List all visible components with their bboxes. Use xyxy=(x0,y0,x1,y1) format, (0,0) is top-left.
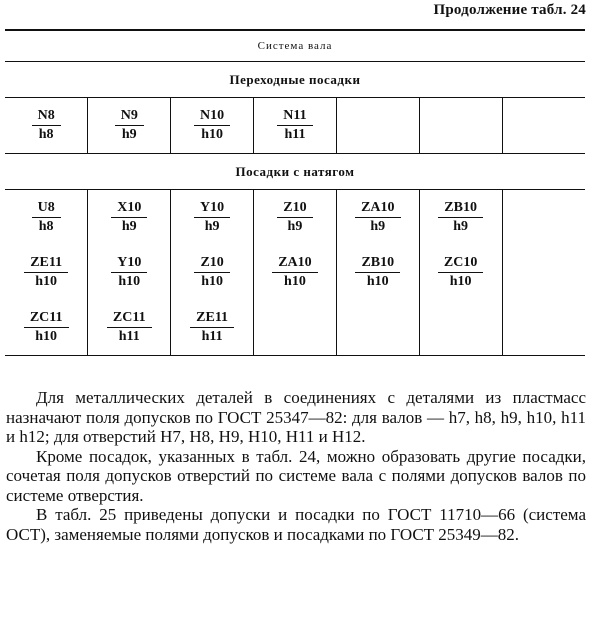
shaft-tolerance: h10 xyxy=(284,274,306,289)
paragraph: В табл. 25 приведены допуски и посадки по ГОСТ 11710—66 (система ОСТ), заменяемые полями допусков и посадками по ГОСТ 25349—82. xyxy=(6,505,586,544)
hole-tolerance: ZA10 xyxy=(355,200,400,218)
fit-cell xyxy=(419,190,502,246)
shaft-tolerance: h10 xyxy=(35,329,58,344)
shaft-tolerance: h9 xyxy=(370,219,386,234)
fit-fraction xyxy=(355,200,400,235)
table-row xyxy=(5,190,585,246)
fit-fraction xyxy=(194,108,230,143)
hole-tolerance: X10 xyxy=(111,200,147,218)
fit-cell xyxy=(88,245,171,300)
shaft-tolerance: h11 xyxy=(118,329,140,344)
fit-cell xyxy=(502,190,585,246)
shaft-tolerance: h9 xyxy=(453,219,469,234)
shaft-tolerance: h10 xyxy=(201,274,223,289)
fit-fraction xyxy=(32,200,61,235)
fits-table xyxy=(5,29,585,356)
fit-fraction xyxy=(277,200,312,235)
section-header-row xyxy=(5,154,585,190)
fit-cell xyxy=(502,300,585,356)
body-text xyxy=(6,388,586,544)
hole-tolerance: Y10 xyxy=(111,255,147,273)
hole-tolerance: Z10 xyxy=(277,200,312,218)
fit-cell xyxy=(336,245,419,300)
fit-fraction xyxy=(24,255,68,290)
fit-cell xyxy=(5,245,88,300)
fit-cell xyxy=(88,300,171,356)
fit-cell xyxy=(419,98,502,154)
section-title: Переходные посадки xyxy=(5,62,585,98)
hole-tolerance: N9 xyxy=(115,108,144,126)
shaft-tolerance: h10 xyxy=(201,127,223,142)
shaft-tolerance: h8 xyxy=(38,127,54,142)
fit-cell xyxy=(171,98,254,154)
fit-cell xyxy=(254,190,337,246)
fit-cell xyxy=(419,245,502,300)
shaft-tolerance: h11 xyxy=(284,127,306,142)
hole-tolerance: ZC11 xyxy=(107,310,152,328)
fit-fraction xyxy=(24,310,69,345)
hole-tolerance: ZB10 xyxy=(438,200,483,218)
hole-tolerance: N11 xyxy=(277,108,312,126)
paragraph: Кроме посадок, указанных в табл. 24, можно образовать другие посадки, сочетая поля допусков отверстий по системе вала с полями допусков валов по системе отверстия. xyxy=(6,446,586,505)
shaft-tolerance: h9 xyxy=(121,127,137,142)
hole-tolerance: Z10 xyxy=(194,255,229,273)
shaft-tolerance: h9 xyxy=(287,219,303,234)
fit-fraction xyxy=(111,255,147,290)
shaft-tolerance: h10 xyxy=(366,274,389,289)
fit-cell xyxy=(336,190,419,246)
fit-fraction xyxy=(194,200,230,235)
hole-tolerance: ZC11 xyxy=(24,310,69,328)
hole-tolerance: N8 xyxy=(32,108,61,126)
table-continuation-label: Продолжение табл. 24 xyxy=(433,2,586,18)
fit-cell xyxy=(171,300,254,356)
shaft-tolerance: h9 xyxy=(121,219,137,234)
fit-fraction xyxy=(115,108,144,143)
fit-cell xyxy=(254,245,337,300)
fit-cell xyxy=(5,98,88,154)
hole-tolerance: ZB10 xyxy=(355,255,400,273)
hole-tolerance: ZE11 xyxy=(190,310,234,328)
fit-cell xyxy=(336,300,419,356)
system-header-row xyxy=(5,30,585,62)
hole-tolerance: ZA10 xyxy=(272,255,317,273)
fit-fraction xyxy=(277,108,312,143)
fit-fraction xyxy=(107,310,152,345)
system-header: Система вала xyxy=(5,30,585,62)
shaft-tolerance: h10 xyxy=(449,274,472,289)
fit-fraction xyxy=(194,255,229,290)
hole-tolerance: ZC10 xyxy=(438,255,483,273)
hole-tolerance: Y10 xyxy=(194,200,230,218)
shaft-tolerance: h11 xyxy=(201,329,223,344)
fit-cell xyxy=(5,190,88,246)
fit-cell xyxy=(171,245,254,300)
table-row xyxy=(5,300,585,356)
fit-fraction xyxy=(111,200,147,235)
table-row xyxy=(5,245,585,300)
fit-fraction xyxy=(355,255,400,290)
fit-fraction xyxy=(272,255,317,290)
fit-cell xyxy=(502,98,585,154)
section-title: Посадки с натягом xyxy=(5,154,585,190)
fit-fraction xyxy=(190,310,234,345)
table-row xyxy=(5,98,585,154)
fit-cell xyxy=(5,300,88,356)
hole-tolerance: ZE11 xyxy=(24,255,68,273)
fit-fraction xyxy=(438,255,483,290)
section-header-row xyxy=(5,62,585,98)
hole-tolerance: N10 xyxy=(194,108,230,126)
fit-cell xyxy=(336,98,419,154)
shaft-tolerance: h10 xyxy=(35,274,58,289)
fit-cell xyxy=(254,300,337,356)
shaft-tolerance: h10 xyxy=(118,274,141,289)
shaft-tolerance: h9 xyxy=(204,219,220,234)
fit-fraction xyxy=(438,200,483,235)
fit-cell xyxy=(419,300,502,356)
fit-cell xyxy=(171,190,254,246)
fit-cell xyxy=(502,245,585,300)
shaft-tolerance: h8 xyxy=(38,219,54,234)
fit-cell xyxy=(254,98,337,154)
hole-tolerance: U8 xyxy=(32,200,61,218)
paragraph: Для металлических деталей в соединениях с деталями из пластмасс назначают поля допусков по ГОСТ 25347—82: для валов — h7, h8, h9, h10, h11 и h12; для отверстий H7, H8, H9, H10, H11 и H12. xyxy=(6,388,586,446)
fit-cell xyxy=(88,190,171,246)
fit-fraction xyxy=(32,108,61,143)
fit-cell xyxy=(88,98,171,154)
